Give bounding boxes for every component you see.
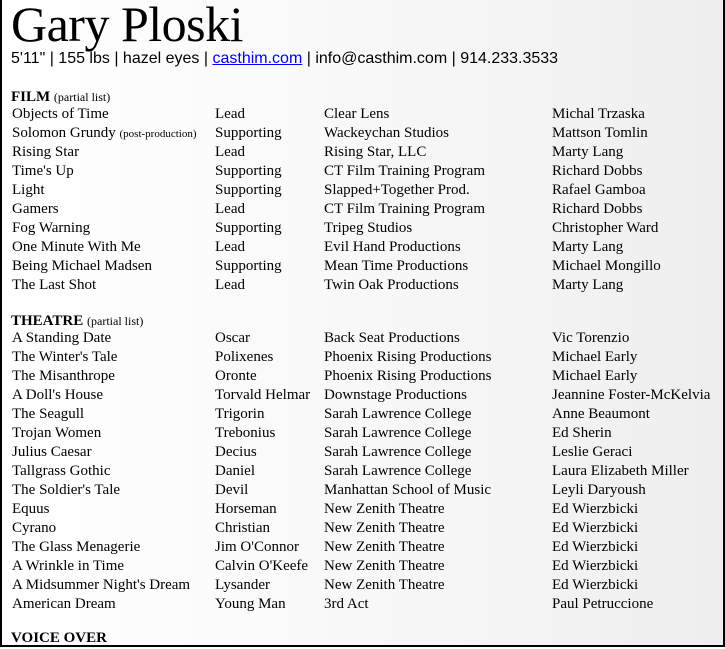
- theatre-title: THEATRE: [11, 313, 84, 329]
- role-cell: Trebonius: [215, 425, 276, 441]
- company-cell: Clear Lens: [324, 106, 390, 122]
- title-cell: Equus: [12, 501, 50, 517]
- role-cell: Lead: [215, 106, 245, 122]
- role-cell: Lead: [215, 144, 245, 160]
- director-cell: Marty Lang: [552, 144, 624, 160]
- voice-over-heading: VOICE OVER: [11, 630, 107, 646]
- title-cell: One Minute With Me: [12, 239, 141, 255]
- director-cell: Marty Lang: [552, 239, 624, 255]
- director-cell: Vic Torenzio: [552, 330, 630, 346]
- company-cell: Phoenix Rising Productions: [324, 349, 492, 365]
- role-cell: Supporting: [215, 258, 282, 274]
- table-row: [2, 557, 725, 576]
- table-row: [2, 143, 725, 162]
- director-cell: Ed Wierzbicki: [552, 501, 639, 517]
- title-cell: The Misanthrope: [12, 368, 115, 384]
- table-row: [2, 276, 725, 295]
- table-row: [2, 538, 725, 557]
- table-row: [2, 181, 725, 200]
- company-cell: Sarah Lawrence College: [324, 406, 472, 422]
- company-cell: Twin Oak Productions: [324, 277, 459, 293]
- title-cell: The Glass Menagerie: [12, 539, 141, 555]
- table-row: [2, 348, 725, 367]
- title-cell: Gamers: [12, 201, 59, 217]
- title-cell: Being Michael Madsen: [12, 258, 152, 274]
- title-cell: Light: [12, 182, 45, 198]
- role-cell: Horseman: [215, 501, 277, 517]
- director-cell: Leslie Geraci: [552, 444, 633, 460]
- table-row: [2, 238, 725, 257]
- role-cell: Lead: [215, 239, 245, 255]
- director-cell: Paul Petruccione: [552, 596, 654, 612]
- contact-text: | info@casthim.com | 914.233.3533: [302, 50, 559, 67]
- film-heading: [11, 88, 110, 106]
- company-cell: Downstage Productions: [324, 387, 467, 403]
- director-cell: Michal Trzaska: [552, 106, 645, 122]
- company-cell: Back Seat Productions: [324, 330, 460, 346]
- website-link[interactable]: casthim.com: [212, 50, 303, 67]
- director-cell: Rafael Gamboa: [552, 182, 646, 198]
- company-cell: 3rd Act: [324, 596, 369, 612]
- role-cell: Lead: [215, 201, 245, 217]
- title-cell: A Wrinkle in Time: [12, 558, 125, 574]
- company-cell: CT Film Training Program: [324, 163, 486, 179]
- title-cell: The Last Shot: [12, 277, 97, 293]
- director-cell: Ed Wierzbicki: [552, 539, 639, 555]
- company-cell: Mean Time Productions: [324, 258, 469, 274]
- role-cell: Lead: [215, 277, 245, 293]
- title-cell: The Winter's Tale: [12, 349, 118, 365]
- role-cell: Polixenes: [215, 349, 274, 365]
- director-cell: Richard Dobbs: [552, 201, 643, 217]
- stats-text: 5'11" | 155 lbs | hazel eyes |: [11, 50, 213, 67]
- theatre-table: [2, 329, 725, 614]
- table-row: [2, 576, 725, 595]
- director-cell: Leyli Daryoush: [552, 482, 646, 498]
- role-cell: Torvald Helmar: [215, 387, 311, 403]
- table-row: [2, 257, 725, 276]
- director-cell: Christopher Ward: [552, 220, 659, 236]
- table-row: [2, 219, 725, 238]
- actor-info: [11, 49, 558, 69]
- company-cell: Tripeg Studios: [324, 220, 413, 236]
- title-cell: A Doll's House: [12, 387, 104, 403]
- table-row: [2, 500, 725, 519]
- role-cell: Supporting: [215, 163, 282, 179]
- role-cell: Decius: [215, 444, 257, 460]
- role-cell: Young Man: [215, 596, 286, 612]
- director-cell: Richard Dobbs: [552, 163, 643, 179]
- table-row: [2, 405, 725, 424]
- company-cell: New Zenith Theatre: [324, 539, 445, 555]
- company-cell: Manhattan School of Music: [324, 482, 492, 498]
- director-cell: Michael Mongillo: [552, 258, 661, 274]
- title-cell: Cyrano: [12, 520, 57, 536]
- role-cell: Calvin O'Keefe: [215, 558, 309, 574]
- company-cell: Slapped+Together Prod.: [324, 182, 470, 198]
- title-cell: A Standing Date: [12, 330, 112, 346]
- table-row: [2, 481, 725, 500]
- role-cell: Trigorin: [215, 406, 265, 422]
- table-row: [2, 443, 725, 462]
- director-cell: Marty Lang: [552, 277, 624, 293]
- role-cell: Supporting: [215, 182, 282, 198]
- table-row: [2, 162, 725, 181]
- film-note: (partial list): [53, 90, 111, 104]
- title-text: Solomon Grundy: [12, 125, 116, 141]
- director-cell: Ed Wierzbicki: [552, 558, 639, 574]
- company-cell: Sarah Lawrence College: [324, 444, 472, 460]
- director-cell: Mattson Tomlin: [552, 125, 648, 141]
- title-cell: Time's Up: [12, 163, 74, 179]
- company-cell: Phoenix Rising Productions: [324, 368, 492, 384]
- title-cell: The Seagull: [12, 406, 85, 422]
- theatre-heading: [11, 312, 143, 330]
- title-cell: Fog Warning: [12, 220, 91, 236]
- role-cell: Supporting: [215, 125, 282, 141]
- title-cell: Trojan Women: [12, 425, 102, 441]
- director-cell: Laura Elizabeth Miller: [552, 463, 689, 479]
- table-row: [2, 595, 725, 614]
- table-row: [2, 424, 725, 443]
- role-cell: Devil: [215, 482, 249, 498]
- role-cell: Lysander: [215, 577, 270, 593]
- company-cell: Rising Star, LLC: [324, 144, 427, 160]
- theatre-note: (partial list): [87, 314, 144, 328]
- table-row: [2, 105, 725, 124]
- title-cell: The Soldier's Tale: [12, 482, 121, 498]
- title-cell: Objects of Time: [12, 106, 109, 122]
- title-cell: A Midsummer Night's Dream: [12, 577, 191, 593]
- role-cell: Supporting: [215, 220, 282, 236]
- company-cell: New Zenith Theatre: [324, 577, 445, 593]
- title-cell: Rising Star: [12, 144, 80, 160]
- company-cell: Wackeychan Studios: [324, 125, 450, 141]
- director-cell: Michael Early: [552, 349, 638, 365]
- table-row: [2, 367, 725, 386]
- company-cell: New Zenith Theatre: [324, 520, 445, 536]
- company-cell: New Zenith Theatre: [324, 501, 445, 517]
- table-row: [2, 329, 725, 348]
- company-cell: Sarah Lawrence College: [324, 425, 472, 441]
- title-cell: Julius Caesar: [12, 444, 92, 460]
- table-row: [2, 519, 725, 538]
- table-row: [2, 462, 725, 481]
- director-cell: Ed Wierzbicki: [552, 520, 639, 536]
- company-cell: Sarah Lawrence College: [324, 463, 472, 479]
- title-note: (post-production): [119, 128, 197, 140]
- title-cell: American Dream: [12, 596, 116, 612]
- company-cell: Evil Hand Productions: [324, 239, 461, 255]
- director-cell: Michael Early: [552, 368, 638, 384]
- film-title: FILM: [11, 89, 51, 105]
- title-cell: Tallgrass Gothic: [12, 463, 111, 479]
- role-cell: Daniel: [215, 463, 255, 479]
- table-row: [2, 386, 725, 405]
- title-cell: [12, 124, 197, 144]
- role-cell: Oronte: [215, 368, 257, 384]
- film-table: [2, 105, 725, 295]
- company-cell: New Zenith Theatre: [324, 558, 445, 574]
- table-row: [2, 200, 725, 219]
- role-cell: Christian: [215, 520, 270, 536]
- director-cell: Anne Beaumont: [552, 406, 650, 422]
- actor-name: Gary Ploski: [11, 0, 243, 52]
- director-cell: Ed Sherin: [552, 425, 612, 441]
- table-row: [2, 124, 725, 143]
- company-cell: CT Film Training Program: [324, 201, 486, 217]
- role-cell: Oscar: [215, 330, 250, 346]
- role-cell: Jim O'Connor: [215, 539, 299, 555]
- director-cell: Ed Wierzbicki: [552, 577, 639, 593]
- director-cell: Jeannine Foster-McKelvia: [552, 387, 711, 403]
